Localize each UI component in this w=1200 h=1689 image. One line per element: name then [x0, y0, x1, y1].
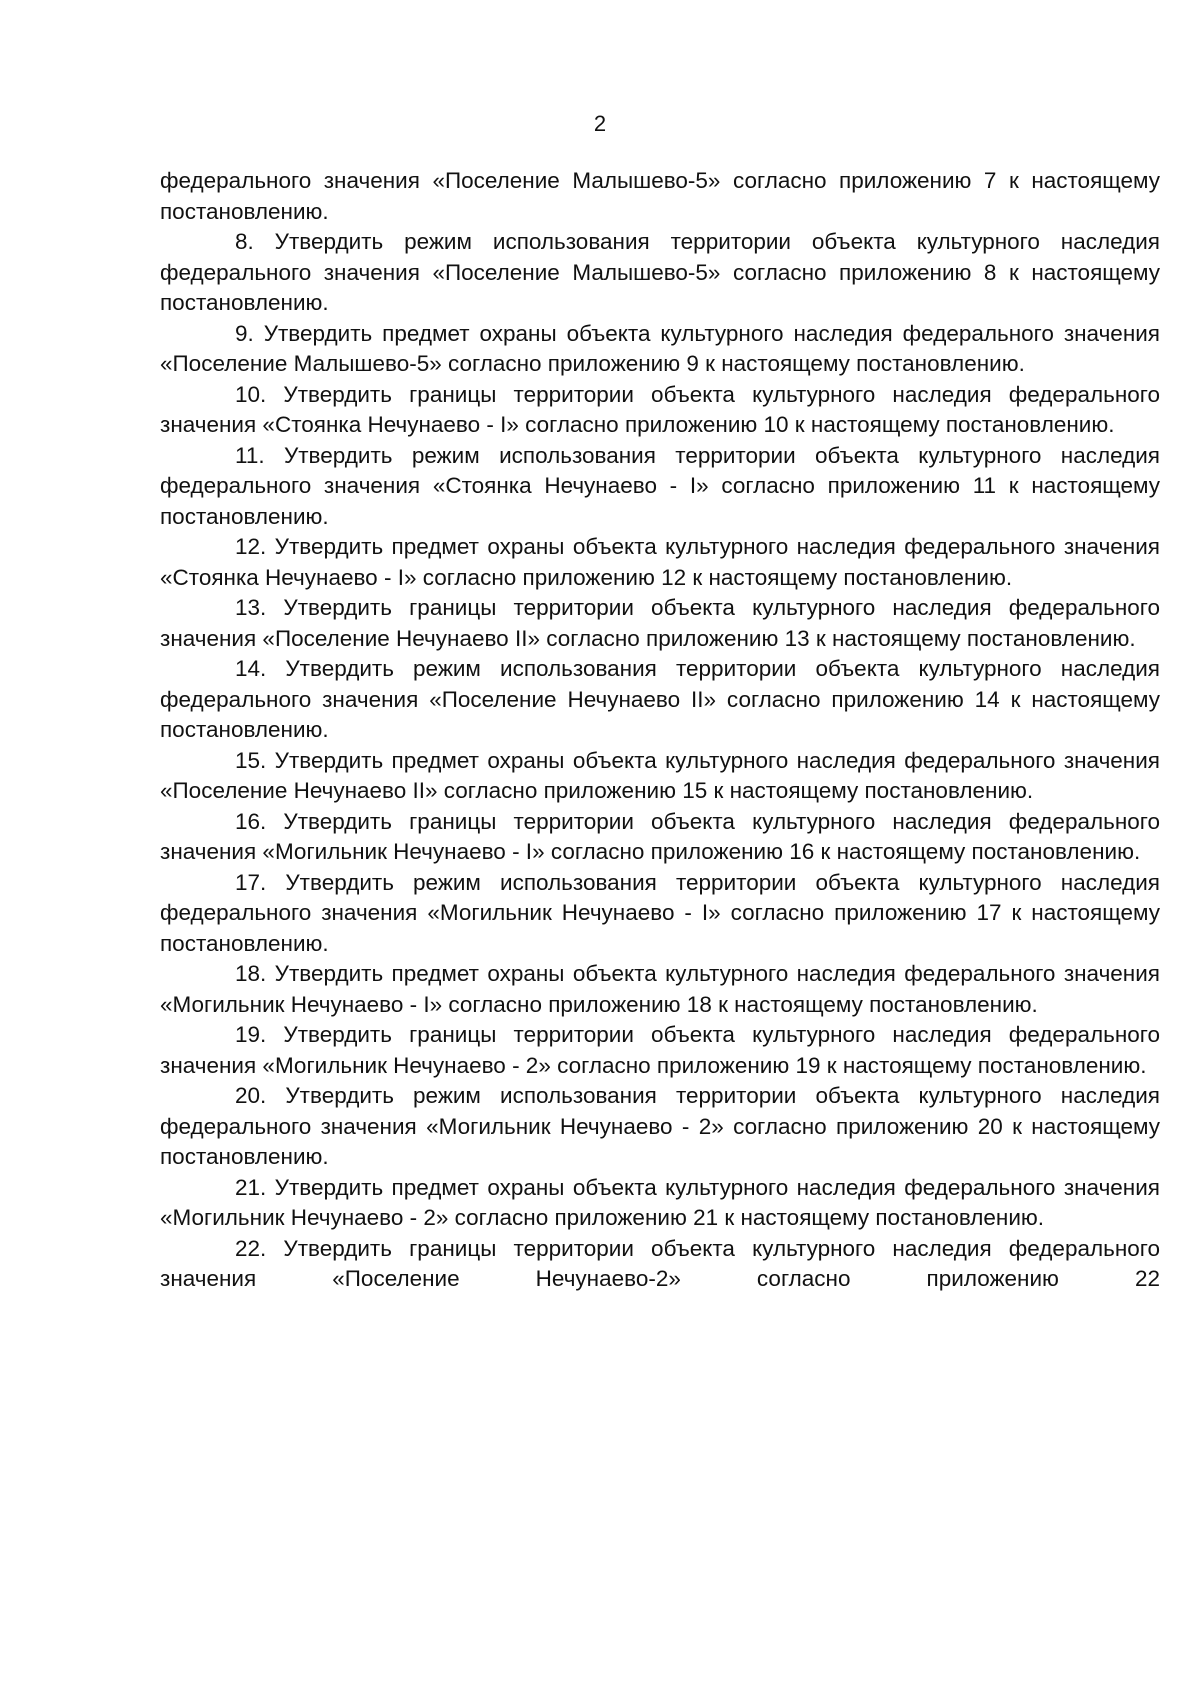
paragraph-item-20: 20. Утвердить режим использования территории объекта культурного наследия федерального значения «Могильник Нечунаево - 2» согласно приложению 20 к настоящему постановлению.	[160, 1083, 1160, 1169]
paragraph-continuation: федерального значения «Поселение Малышево-5» согласно приложению 7 к настоящему постановлению.	[160, 168, 1160, 224]
paragraph-item-11: 11. Утвердить режим использования территории объекта культурного наследия федерального значения «Стоянка Нечунаево - I» согласно приложению 11 к настоящему постановлению.	[160, 442, 1160, 529]
paragraph-item-19: 19. Утвердить границы территории объекта культурного наследия федерального значения «Могильник Нечунаево - 2» согласно приложению 19 к настоящему постановлению.	[160, 1022, 1160, 1078]
paragraph-item-10: 10. Утвердить границы территории объекта культурного наследия федерального значения «Стоянка Нечунаево - I» согласно приложению 10 к настоящему постановлению.	[160, 381, 1160, 437]
paragraph-item-9: 9. Утвердить предмет охраны объекта культурного наследия федерального значения «Поселение Малышево-5» согласно приложению 9 к настоящему постановлению.	[160, 320, 1160, 376]
paragraph-item-18: 18. Утвердить предмет охраны объекта культурного наследия федерального значения «Могильник Нечунаево - I» согласно приложению 18 к настоящему постановлению.	[160, 961, 1160, 1017]
paragraph-item-8: 8. Утвердить режим использования территории объекта культурного наследия федерального значения «Поселение Малышево-5» согласно приложению 8 к настоящему постановлению.	[160, 229, 1160, 315]
paragraph-item-22: 22. Утвердить границы территории объекта культурного наследия федерального значения «Поселение Нечунаево-2» согласно приложению 22	[160, 1235, 1160, 1291]
paragraph-item-16: 16. Утвердить границы территории объекта культурного наследия федерального значения «Могильник Нечунаево - I» согласно приложению 16 к настоящему постановлению.	[160, 808, 1160, 864]
document-body	[160, 166, 1160, 1295]
paragraph-item-14: 14. Утвердить режим использования территории объекта культурного наследия федерального значения «Поселение Нечунаево II» согласно приложению 14 к настоящему постановлению.	[160, 656, 1160, 742]
page-number: 2	[593, 111, 607, 136]
paragraph-item-17: 17. Утвердить режим использования территории объекта культурного наследия федерального значения «Могильник Нечунаево - I» согласно приложению 17 к настоящему постановлению.	[160, 869, 1160, 956]
paragraph-item-12: 12. Утвердить предмет охраны объекта культурного наследия федерального значения «Стоянка Нечунаево - I» согласно приложению 12 к настоящему постановлению.	[160, 534, 1160, 590]
paragraph-item-15: 15. Утвердить предмет охраны объекта культурного наследия федерального значения «Поселение Нечунаево II» согласно приложению 15 к настоящему постановлению.	[160, 747, 1160, 803]
paragraph-item-21: 21. Утвердить предмет охраны объекта культурного наследия федерального значения «Могильник Нечунаево - 2» согласно приложению 21 к настоящему постановлению.	[160, 1174, 1160, 1230]
paragraph-item-13: 13. Утвердить границы территории объекта культурного наследия федерального значения «Поселение Нечунаево II» согласно приложению 13 к настоящему постановлению.	[160, 595, 1160, 651]
